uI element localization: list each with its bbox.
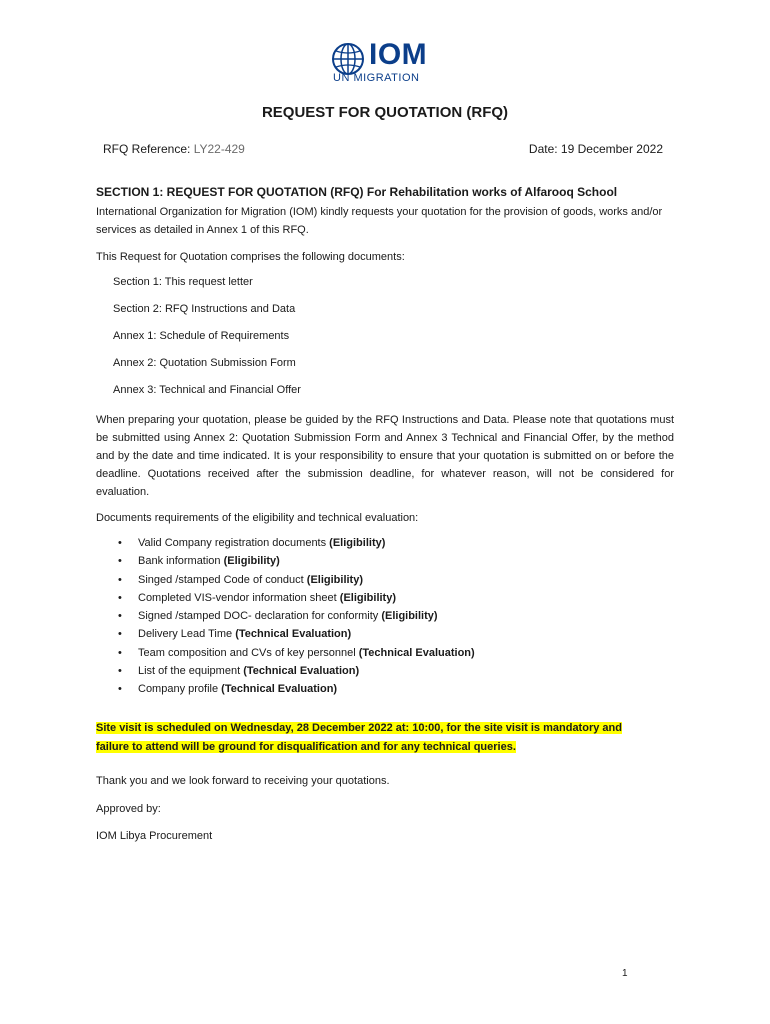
bullet: • [118, 665, 122, 678]
requirement-tag: (Technical Evaluation) [221, 683, 338, 696]
bullet: • [118, 573, 122, 586]
requirement-item [96, 628, 475, 646]
comprises-paragraph: This Request for Quotation comprises the following documents: [96, 251, 405, 263]
site-visit-notice [96, 719, 676, 757]
requirement-tag: (Eligibility) [306, 573, 364, 586]
bullet: • [118, 628, 122, 641]
document-item: Annex 2: Quotation Submission Form [113, 357, 296, 369]
thanks-paragraph: Thank you and we look forward to receiving your quotations. [96, 775, 390, 787]
requirement-item [96, 683, 475, 701]
requirement-tag: (Eligibility) [381, 610, 438, 623]
approved-by-label: Approved by: [96, 803, 161, 815]
requirement-tag: (Technical Evaluation) [235, 628, 352, 641]
requirement-text: Valid Company registration documents [138, 537, 330, 549]
globe-icon [331, 42, 365, 76]
requirement-item [96, 592, 475, 610]
requirement-text: Bank information [138, 555, 224, 568]
logo-wordmark: IOM [369, 38, 428, 71]
document-item: Section 2: RFQ Instructions and Data [113, 303, 296, 315]
requirement-text: Team composition and CVs of key personnel [138, 646, 359, 659]
page-number: 1 [622, 968, 628, 979]
requirements-intro: Documents requirements of the eligibility and technical evaluation: [96, 512, 419, 524]
bullet: • [118, 683, 122, 696]
bullet: • [118, 537, 122, 549]
requirement-text: Company profile [138, 683, 222, 696]
rfq-reference [103, 142, 245, 156]
document-item: Annex 1: Schedule of Requirements [113, 330, 290, 342]
guidance-paragraph: When preparing your quotation, please be guided by the RFQ Instructions and Data. Please note that quotations must be submitted using Annex 2: Quotation Submission Form and Annex 3 Technical and Financial Offer, by the method and by the date and time indicated. It is your responsibility to ensure that your quotation is submitted on or before the deadline. Quotations received after the submission deadline, for whatever reason, will not be considered for evaluation. [96, 414, 674, 498]
document-item: Section 1: This request letter [113, 276, 253, 288]
requirement-text: Singed /stamped Code of conduct [138, 573, 307, 586]
section-heading: SECTION 1: REQUEST FOR QUOTATION (RFQ) For Rehabilitation works of Alfarooq School [96, 185, 618, 199]
requirement-tag: (Eligibility) [223, 555, 280, 568]
rfq-reference-value: LY22-429 [193, 142, 245, 156]
requirement-item [96, 610, 475, 628]
bullet: • [118, 646, 122, 659]
requirement-item [96, 537, 475, 555]
requirement-tag: (Technical Evaluation) [243, 665, 360, 678]
iom-logo [331, 40, 441, 86]
requirement-item [96, 555, 475, 573]
document-title: REQUEST FOR QUOTATION (RFQ) [261, 104, 509, 121]
requirement-tag: (Technical Evaluation) [358, 646, 475, 659]
requirement-item [96, 647, 475, 665]
requirement-tag: (Eligibility) [329, 537, 386, 549]
requirement-text: List of the equipment [138, 665, 244, 678]
document-item: Annex 3: Technical and Financial Offer [113, 384, 301, 396]
requirement-text: Signed /stamped DOC- declaration for conformity [138, 610, 382, 623]
site-visit-line-2: failure to attend will be ground for disqualification and for any technical queries. [96, 741, 516, 753]
site-visit-line-1: Site visit is scheduled on Wednesday, 28 December 2022 at: 10:00, for the site visit is mandatory and [96, 722, 622, 734]
rfq-reference-label: RFQ Reference: [103, 142, 194, 156]
bullet: • [118, 591, 122, 604]
requirements-list [96, 537, 475, 702]
intro-paragraph: International Organization for Migration (IOM) kindly requests your quotation for the provision of goods, works and/or services as detailed in Annex 1 of this RFQ. [96, 206, 663, 236]
requirement-text: Completed VIS-vendor information sheet [138, 591, 340, 604]
requirement-item [96, 665, 475, 683]
rfq-date: Date: 19 December 2022 [528, 142, 663, 156]
requirement-tag: (Eligibility) [339, 591, 397, 604]
requirement-text: Delivery Lead Time [138, 628, 236, 641]
requirement-item [96, 574, 475, 592]
bullet: • [118, 610, 122, 623]
bullet: • [118, 555, 122, 568]
signatory: IOM Libya Procurement [96, 830, 213, 842]
logo-subtitle: UN MIGRATION [333, 72, 420, 84]
